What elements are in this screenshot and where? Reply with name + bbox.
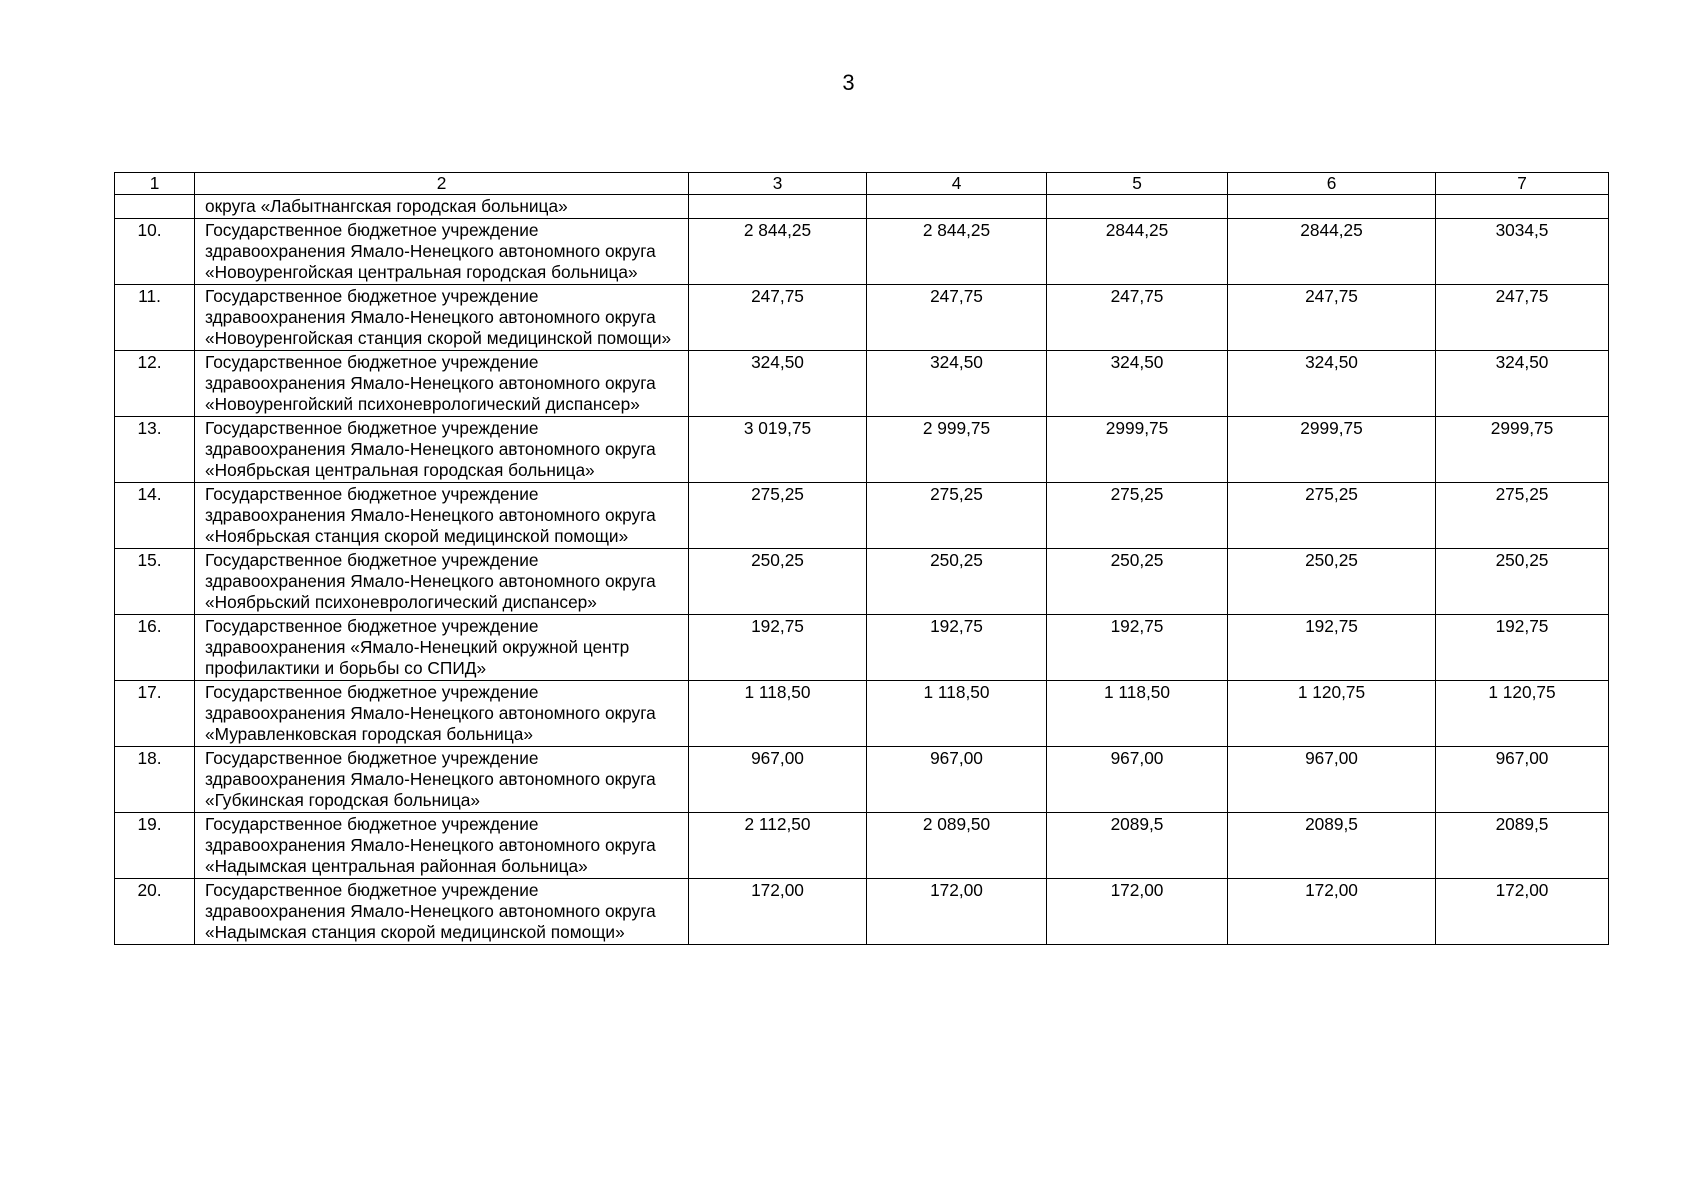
table-row <box>115 417 1609 483</box>
table-row <box>115 615 1609 681</box>
institution-name: Государственное бюджетное учреждение здравоохранения Ямало-Ненецкого автономного округа «Новоуренгойская центральная городская больница» <box>195 219 689 285</box>
table-row <box>115 483 1609 549</box>
value-cell-col-7: 324,50 <box>1436 351 1609 417</box>
value-cell-col-6: 2999,75 <box>1228 417 1436 483</box>
table-row <box>115 747 1609 813</box>
value-cell-col-7: 192,75 <box>1436 615 1609 681</box>
value-cell-col-7: 275,25 <box>1436 483 1609 549</box>
value-cell-col-3: 1 118,50 <box>689 681 867 747</box>
value-cell-col-5: 2089,5 <box>1047 813 1228 879</box>
value-cell-col-4: 1 118,50 <box>867 681 1047 747</box>
value-cell-col-3: 247,75 <box>689 285 867 351</box>
value-cell-col-3 <box>689 195 867 219</box>
row-number: 20. <box>115 879 195 945</box>
value-cell-col-4: 324,50 <box>867 351 1047 417</box>
column-header: 4 <box>867 173 1047 195</box>
value-cell-col-4: 2 844,25 <box>867 219 1047 285</box>
value-cell-col-3: 172,00 <box>689 879 867 945</box>
row-number: 18. <box>115 747 195 813</box>
institution-name: Государственное бюджетное учреждение здравоохранения «Ямало-Ненецкий окружной центр профилактики и борьбы со СПИД» <box>195 615 689 681</box>
value-cell-col-7: 172,00 <box>1436 879 1609 945</box>
row-number: 16. <box>115 615 195 681</box>
institution-name: Государственное бюджетное учреждение здравоохранения Ямало-Ненецкого автономного округа «Ноябрьская центральная городская больница» <box>195 417 689 483</box>
column-header: 3 <box>689 173 867 195</box>
value-cell-col-4: 250,25 <box>867 549 1047 615</box>
page-number: 3 <box>842 70 855 95</box>
column-header: 2 <box>195 173 689 195</box>
value-cell-col-5: 172,00 <box>1047 879 1228 945</box>
column-header: 1 <box>115 173 195 195</box>
table-header-row <box>115 173 1609 195</box>
value-cell-col-5: 2844,25 <box>1047 219 1228 285</box>
row-number: 12. <box>115 351 195 417</box>
value-cell-col-5: 1 118,50 <box>1047 681 1228 747</box>
value-cell-col-3: 324,50 <box>689 351 867 417</box>
value-cell-col-4: 192,75 <box>867 615 1047 681</box>
value-cell-col-4 <box>867 195 1047 219</box>
value-cell-col-4: 172,00 <box>867 879 1047 945</box>
row-number <box>115 195 195 219</box>
table-row <box>115 813 1609 879</box>
value-cell-col-4: 2 999,75 <box>867 417 1047 483</box>
value-cell-col-7: 1 120,75 <box>1436 681 1609 747</box>
value-cell-col-4: 2 089,50 <box>867 813 1047 879</box>
row-number: 19. <box>115 813 195 879</box>
institution-name: Государственное бюджетное учреждение здравоохранения Ямало-Ненецкого автономного округа «Новоуренгойская станция скорой медицинской помощи» <box>195 285 689 351</box>
row-number: 14. <box>115 483 195 549</box>
value-cell-col-6: 247,75 <box>1228 285 1436 351</box>
table-row <box>115 219 1609 285</box>
value-cell-col-6: 967,00 <box>1228 747 1436 813</box>
value-cell-col-4: 967,00 <box>867 747 1047 813</box>
value-cell-col-6: 250,25 <box>1228 549 1436 615</box>
row-number: 10. <box>115 219 195 285</box>
value-cell-col-5: 2999,75 <box>1047 417 1228 483</box>
row-number: 11. <box>115 285 195 351</box>
value-cell-col-7 <box>1436 195 1609 219</box>
value-cell-col-5: 967,00 <box>1047 747 1228 813</box>
institution-name: Государственное бюджетное учреждение здравоохранения Ямало-Ненецкого автономного округа «Муравленковская городская больница» <box>195 681 689 747</box>
table-row <box>115 285 1609 351</box>
value-cell-col-5: 324,50 <box>1047 351 1228 417</box>
table-row <box>115 681 1609 747</box>
value-cell-col-6: 172,00 <box>1228 879 1436 945</box>
value-cell-col-3: 250,25 <box>689 549 867 615</box>
row-number: 15. <box>115 549 195 615</box>
value-cell-col-3: 967,00 <box>689 747 867 813</box>
institution-name: Государственное бюджетное учреждение здравоохранения Ямало-Ненецкого автономного округа «Ноябрьский психоневрологический диспансер» <box>195 549 689 615</box>
column-header: 7 <box>1436 173 1609 195</box>
institution-name: Государственное бюджетное учреждение здравоохранения Ямало-Ненецкого автономного округа «Ноябрьская станция скорой медицинской помощи» <box>195 483 689 549</box>
institution-name: округа «Лабытнангская городская больница» <box>195 195 689 219</box>
value-cell-col-7: 250,25 <box>1436 549 1609 615</box>
institution-name: Государственное бюджетное учреждение здравоохранения Ямало-Ненецкого автономного округа «Надымская станция скорой медицинской помощи» <box>195 879 689 945</box>
value-cell-col-3: 275,25 <box>689 483 867 549</box>
value-cell-col-7: 2089,5 <box>1436 813 1609 879</box>
value-cell-col-7: 2999,75 <box>1436 417 1609 483</box>
table-row <box>115 351 1609 417</box>
value-cell-col-3: 192,75 <box>689 615 867 681</box>
value-cell-col-5: 250,25 <box>1047 549 1228 615</box>
value-cell-col-3: 2 844,25 <box>689 219 867 285</box>
value-cell-col-5: 275,25 <box>1047 483 1228 549</box>
row-number: 13. <box>115 417 195 483</box>
institution-name: Государственное бюджетное учреждение здравоохранения Ямало-Ненецкого автономного округа «Надымская центральная районная больница» <box>195 813 689 879</box>
value-cell-col-6: 275,25 <box>1228 483 1436 549</box>
row-number: 17. <box>115 681 195 747</box>
value-cell-col-6: 1 120,75 <box>1228 681 1436 747</box>
value-cell-col-7: 247,75 <box>1436 285 1609 351</box>
funding-table <box>114 172 1609 945</box>
value-cell-col-3: 2 112,50 <box>689 813 867 879</box>
value-cell-col-6: 324,50 <box>1228 351 1436 417</box>
value-cell-col-7: 967,00 <box>1436 747 1609 813</box>
institution-name: Государственное бюджетное учреждение здравоохранения Ямало-Ненецкого автономного округа «Губкинская городская больница» <box>195 747 689 813</box>
value-cell-col-6: 192,75 <box>1228 615 1436 681</box>
table-row <box>115 195 1609 219</box>
value-cell-col-6: 2844,25 <box>1228 219 1436 285</box>
value-cell-col-6 <box>1228 195 1436 219</box>
institution-name: Государственное бюджетное учреждение здравоохранения Ямало-Ненецкого автономного округа «Новоуренгойский психоневрологический диспансер» <box>195 351 689 417</box>
table-row <box>115 549 1609 615</box>
value-cell-col-4: 247,75 <box>867 285 1047 351</box>
value-cell-col-5: 192,75 <box>1047 615 1228 681</box>
column-header: 6 <box>1228 173 1436 195</box>
column-header: 5 <box>1047 173 1228 195</box>
table-row <box>115 879 1609 945</box>
value-cell-col-5 <box>1047 195 1228 219</box>
value-cell-col-5: 247,75 <box>1047 285 1228 351</box>
value-cell-col-3: 3 019,75 <box>689 417 867 483</box>
value-cell-col-6: 2089,5 <box>1228 813 1436 879</box>
value-cell-col-4: 275,25 <box>867 483 1047 549</box>
value-cell-col-7: 3034,5 <box>1436 219 1609 285</box>
